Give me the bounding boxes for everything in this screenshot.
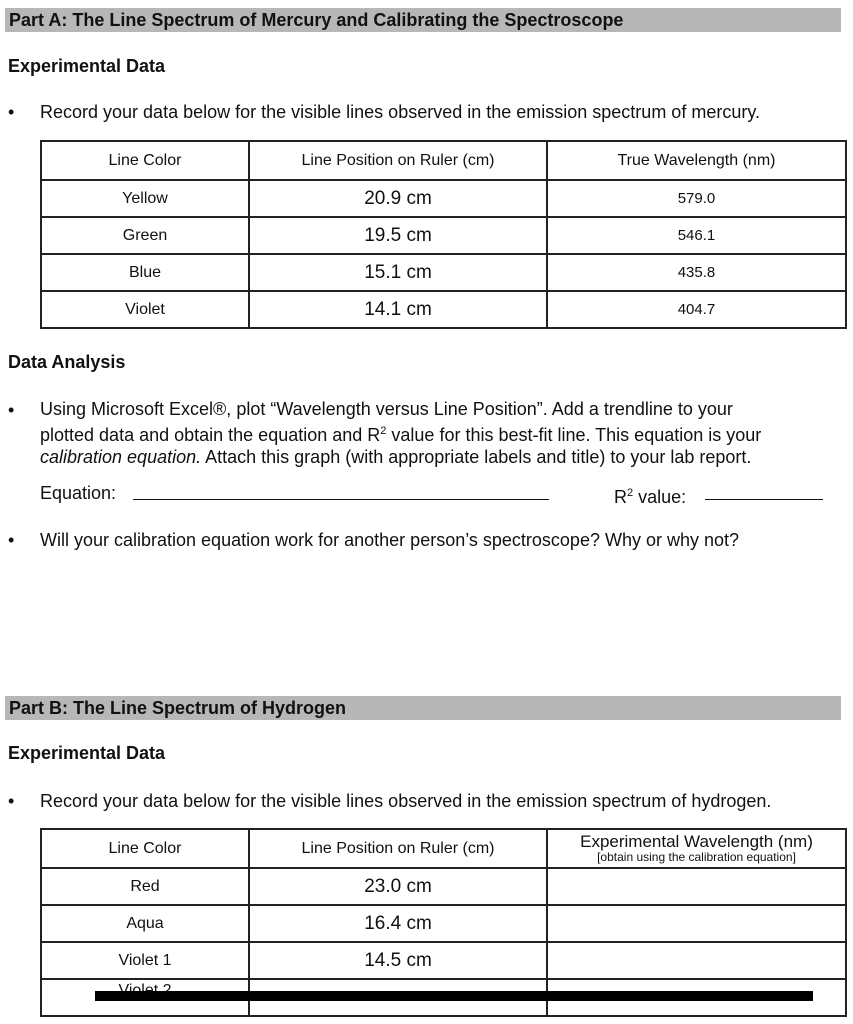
bullet-icon: • [8,791,15,811]
hydrogen-wavelength-cell[interactable] [547,942,846,979]
mercury-position-cell[interactable]: 19.5 cm [249,217,547,254]
mercury-header-line-position: Line Position on Ruler (cm) [249,141,547,180]
hydrogen-header-line-position: Line Position on Ruler (cm) [249,829,547,868]
table-row [41,905,846,942]
calibration-question: Will your calibration equation work for another person’s spectroscope? Why or why not? [40,530,740,550]
r2-label-b: value: [633,487,687,507]
hydrogen-header-wavelength-title: Experimental Wavelength (nm) [580,832,813,851]
part-a-experimental-heading: Experimental Data [8,56,166,76]
hydrogen-color-cell: Aqua [41,905,249,942]
hydrogen-wavelength-cell[interactable] [547,868,846,905]
table-row [41,868,846,905]
hydrogen-position-cell[interactable]: 23.0 cm [249,868,547,905]
mercury-position-cell[interactable]: 20.9 cm [249,180,547,217]
part-b-title: Part B: The Line Spectrum of Hydrogen [5,696,841,720]
table-row [41,217,846,254]
hydrogen-data-table [40,828,847,1017]
mercury-header-line-color: Line Color [41,141,249,180]
table-row [41,180,846,217]
mercury-wavelength-cell: 404.7 [547,291,846,328]
analysis-line-2-a: plotted data and obtain the equation and R [40,425,381,445]
mercury-table-header-row [41,141,846,180]
mercury-color-cell: Green [41,217,249,254]
mercury-color-cell: Violet [41,291,249,328]
r2-answer-line[interactable] [705,498,823,500]
hydrogen-table-header-row [41,829,846,868]
hydrogen-header-line-color: Line Color [41,829,249,868]
hydrogen-header-wavelength-note: [obtain using the calibration equation] [597,850,796,864]
r2-label [614,482,686,508]
bullet-icon: • [8,400,15,420]
part-a-record-instruction: Record your data below for the visible lines observed in the emission spectrum of mercury. [40,102,760,122]
mercury-header-true-wavelength: True Wavelength (nm) [547,141,846,180]
part-b-record-instruction: Record your data below for the visible lines observed in the emission spectrum of hydrogen. [40,791,772,811]
bullet-icon: • [8,530,15,550]
mercury-wavelength-cell: 435.8 [547,254,846,291]
mercury-position-cell[interactable]: 15.1 cm [249,254,547,291]
hydrogen-header-wavelength [547,829,846,868]
analysis-line-2-b: value for this best-fit line. This equation is your [386,425,762,445]
analysis-line-3-rest: Attach this graph (with appropriate labels and title) to your lab report. [201,447,752,467]
analysis-line-2-sup: 2 [380,425,387,437]
mercury-wavelength-cell: 579.0 [547,180,846,217]
hydrogen-wavelength-cell[interactable] [547,905,846,942]
r2-label-sup: 2 [627,487,634,499]
equation-label: Equation: [40,483,117,503]
hydrogen-color-cell: Violet 1 [41,942,249,979]
analysis-line-3 [40,446,840,468]
table-row [41,291,846,328]
table-row [41,254,846,291]
analysis-instructions [40,398,840,468]
mercury-color-cell: Blue [41,254,249,291]
hydrogen-color-cell: Red [41,868,249,905]
mercury-color-cell: Yellow [41,180,249,217]
analysis-line-1: Using Microsoft Excel®, plot “Wavelength versus Line Position”. Add a trendline to your [40,399,733,419]
analysis-line-2 [40,420,840,446]
mercury-wavelength-cell: 546.1 [547,217,846,254]
redaction-bar [95,991,813,1001]
mercury-position-cell[interactable]: 14.1 cm [249,291,547,328]
hydrogen-position-cell[interactable]: 14.5 cm [249,942,547,979]
mercury-data-table [40,140,847,329]
table-row [41,942,846,979]
bullet-icon: • [8,102,15,122]
data-analysis-heading: Data Analysis [8,352,126,372]
calibration-equation-term: calibration equation. [40,447,202,467]
hydrogen-position-cell[interactable]: 16.4 cm [249,905,547,942]
equation-answer-line[interactable] [133,498,549,500]
part-a-title: Part A: The Line Spectrum of Mercury and Calibrating the Spectroscope [5,8,841,32]
r2-label-a: R [614,487,627,507]
part-b-experimental-heading: Experimental Data [8,743,166,763]
